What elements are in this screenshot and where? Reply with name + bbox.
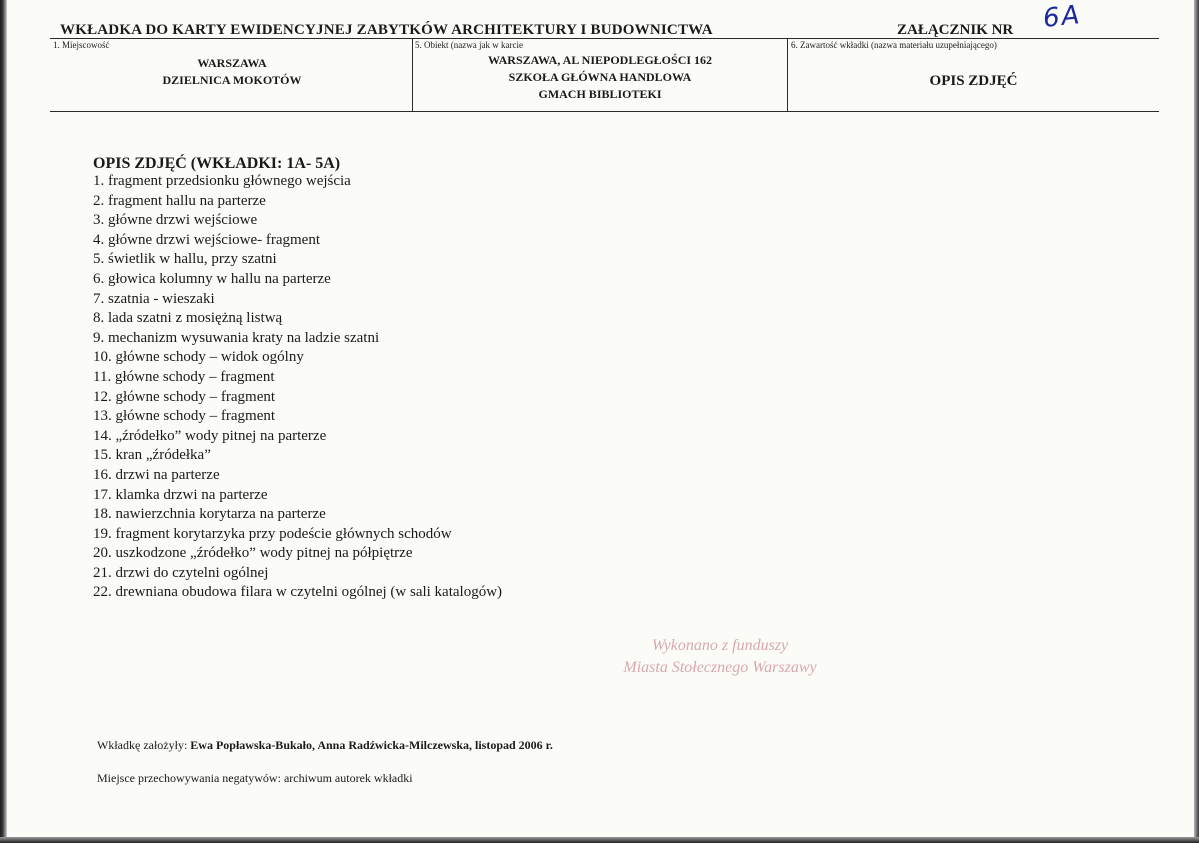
list-item: 8. lada szatni z mosiężną listwą (93, 310, 283, 327)
list-item: 15. kran „źródełka” (93, 447, 211, 464)
form-bottom-rule (50, 111, 1159, 112)
list-item: 7. szatnia - wieszaki (93, 290, 215, 307)
list-item: 14. „źródełko” wody pitnej na parterze (93, 427, 327, 444)
list-item: 18. nawierzchnia korytarza na parterze (93, 506, 326, 523)
annex-label: ZAŁĄCZNIK NR (897, 22, 1014, 38)
created-by-value: Ewa Popławska-Bukało, Anna Radźwicka-Milczewska, listopad 2006 r. (190, 738, 553, 752)
list-item: 16. drzwi na parterze (93, 466, 220, 483)
list-item: 5. świetlik w hallu, przy szatni (93, 251, 277, 268)
negatives-value: archiwum autorek wkładki (283, 771, 413, 785)
negatives-label: Miejsce przechowywania negatywów: (97, 771, 281, 785)
scan-edge-left (0, 0, 7, 843)
scan-edge-right (1194, 0, 1199, 843)
list-item: 1. fragment przedsionku głównego wejścia (93, 173, 351, 189)
object-building: GMACH BIBLIOTEKI (538, 87, 662, 101)
list-item: 2. fragment hallu na parterze (93, 192, 266, 209)
list-item: 13. główne schody – fragment (93, 408, 276, 425)
location-city: WARSZAWA (197, 56, 267, 70)
content-value: OPIS ZDJĘĆ (929, 73, 1018, 89)
list-item: 12. główne schody – fragment (93, 388, 276, 405)
object-institution: SZKOŁA GŁÓWNA HANDLOWA (508, 70, 692, 84)
negatives-location-line (97, 771, 413, 786)
location-value (52, 55, 412, 89)
scan-edge-bottom (0, 837, 1199, 843)
list-item: 10. główne schody – widok ogólny (93, 349, 304, 366)
object-value (413, 52, 787, 103)
created-by-line (97, 738, 553, 753)
document-title: WKŁADKA DO KARTY EWIDENCYJNEJ ZABYTKÓW ARCHITEKTURY I BUDOWNICTWA (60, 22, 713, 38)
stamp-line-2: Miasta Stołecznego Warszawy (623, 659, 817, 676)
list-item: 19. fragment korytarzyka przy podeście głównych schodów (93, 525, 452, 542)
header-rule (50, 38, 1159, 39)
list-item: 20. uszkodzone „źródełko” wody pitnej na półpiętrze (93, 545, 413, 562)
list-item: 22. drewniana obudowa filara w czytelni ogólnej (w sali katalogów) (93, 584, 503, 601)
list-item: 9. mechanizm wysuwania kraty na ladzie szatni (93, 329, 380, 346)
list-item: 4. główne drzwi wejściowe- fragment (93, 231, 321, 248)
annex-number-handwritten: 6A (1041, 0, 1083, 34)
list-item: 11. główne schody – fragment (93, 368, 275, 385)
location-district: DZIELNICA MOKOTÓW (162, 73, 302, 87)
content-label: 6. Zawartość wkładki (nazwa materiału uzupełniającego) (791, 40, 997, 50)
stamp-line-1: Wykonano z funduszy (651, 637, 789, 654)
list-item: 21. drzwi do czytelni ogólnej (93, 564, 269, 581)
location-label: 1. Miejscowość (53, 40, 110, 50)
created-by-label: Wkładkę założyły: (97, 738, 188, 752)
object-address: WARSZAWA, AL NIEPODLEGŁOŚCI 162 (487, 53, 713, 67)
photo-descriptions-title: OPIS ZDJĘĆ (WKŁADKI: 1A- 5A) (93, 155, 341, 172)
object-label: 5. Obiekt (nazwa jak w karcie (415, 40, 523, 50)
funding-stamp (590, 635, 850, 679)
list-item: 3. główne drzwi wejściowe (93, 212, 258, 229)
list-item: 17. klamka drzwi na parterze (93, 486, 268, 503)
list-item: 6. głowica kolumny w hallu na parterze (93, 270, 331, 287)
photo-descriptions-list (93, 172, 502, 603)
